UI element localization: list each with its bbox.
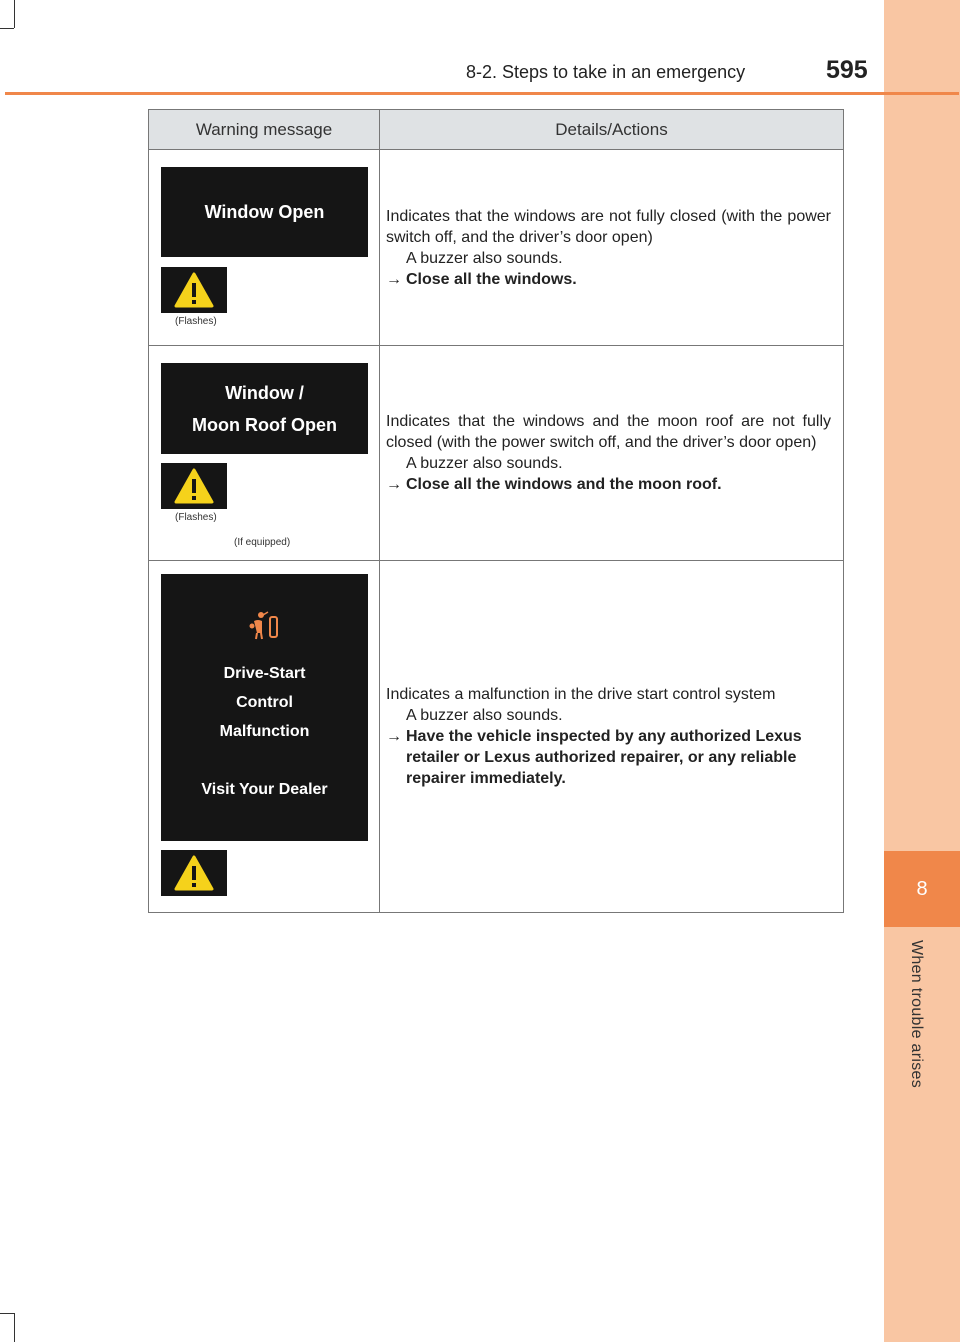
page-number: 595: [826, 56, 868, 84]
header-rule: [5, 92, 959, 95]
col-header-details: Details/Actions: [555, 119, 668, 139]
warning-table: [148, 109, 844, 913]
person-seat-warning-icon: [248, 611, 282, 641]
table-row: [149, 150, 843, 346]
warning-image-cell: [149, 150, 380, 345]
buzzer-text: A buzzer also sounds.: [406, 707, 563, 724]
screen-line: Window Open: [204, 202, 325, 222]
display-screen: [161, 167, 368, 257]
warning-triangle-icon: [174, 468, 214, 504]
chapter-sidebar: [884, 0, 960, 1342]
chapter-number: 8: [884, 851, 960, 927]
screen-line: Drive-Start: [223, 665, 306, 682]
screen-line: Visit Your Dealer: [201, 781, 328, 798]
display-screen: [161, 363, 368, 454]
details-cell: [380, 561, 843, 912]
warning-triangle-icon: [174, 272, 214, 308]
table-row: [149, 561, 843, 912]
action-text: → Close all the windows and the moon roof.: [386, 476, 722, 493]
display-screen: [161, 574, 368, 841]
warning-triangle-icon: [174, 855, 214, 891]
description-text: Indicates that the windows are not fully closed (with the power switch off, and the driver’s door open): [386, 207, 831, 246]
table-header: [149, 110, 843, 150]
screen-line: Window /: [225, 382, 304, 403]
crop-mark: [0, 28, 14, 29]
crop-mark: [14, 0, 15, 28]
description-text: Indicates a malfunction in the drive start control system: [386, 686, 776, 703]
table-row: [149, 346, 843, 561]
section-title: 8-2. Steps to take in an emergency: [466, 62, 746, 82]
buzzer-text: A buzzer also sounds.: [406, 455, 563, 472]
col-header-warning: Warning message: [149, 110, 380, 149]
warning-indicator: [161, 463, 227, 509]
screen-line: Moon Roof Open: [192, 414, 337, 435]
screen-line: Control: [236, 694, 293, 711]
crop-mark: [14, 1313, 15, 1342]
arrow-icon: →: [386, 476, 402, 493]
chapter-title: When trouble arises: [908, 940, 925, 1088]
flashes-note: (Flashes): [175, 512, 217, 523]
action-text: → Have the vehicle inspected by any authorized Lexus retailer or Lexus authorized repairer, or any reliable repairer immediately.: [386, 728, 802, 787]
screen-line: Malfunction: [219, 723, 310, 740]
action-text: → Close all the windows.: [386, 270, 577, 288]
description-text: Indicates that the windows and the moon roof are not fully closed (with the power switch off, and the driver’s door open): [386, 413, 831, 451]
arrow-icon: →: [386, 728, 402, 745]
buzzer-text: A buzzer also sounds.: [406, 249, 563, 267]
arrow-icon: →: [386, 270, 402, 288]
details-cell: [380, 346, 843, 560]
crop-mark: [0, 1313, 14, 1314]
warning-image-cell: [149, 561, 380, 912]
equipped-note: (If equipped): [234, 537, 291, 548]
warning-indicator: [161, 850, 227, 896]
warning-image-cell: [149, 346, 380, 560]
warning-indicator: [161, 267, 227, 313]
details-cell: [380, 150, 843, 345]
flashes-note: (Flashes): [175, 316, 217, 327]
